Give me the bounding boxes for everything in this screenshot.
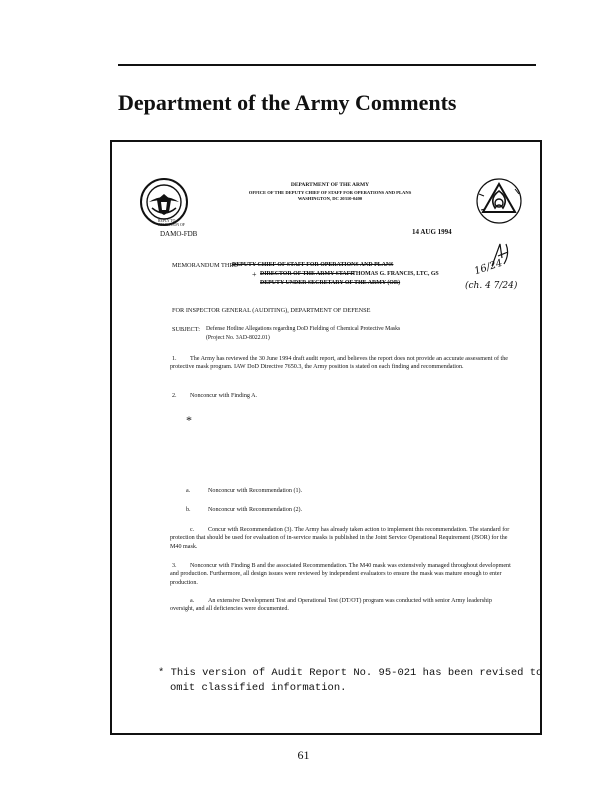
memorandum-thru-label: MEMORANDUM THRU	[172, 262, 239, 269]
project-number: (Project No. 3AD-8022.01)	[206, 335, 270, 341]
reply-to-label: REPLY TO	[158, 219, 176, 223]
plus-mark: +	[252, 270, 257, 279]
para-2-number: 2.	[172, 393, 177, 399]
para-3a-label: a.	[190, 598, 195, 604]
para-3-text: Nonconcur with Finding B and the associated Recommendation. The M40 mask was extensively managed throughout development and production. Furthermore, all design issues were reviewed by independent evaluators to ensure the mask was mature enough to enter production.	[170, 563, 511, 586]
rec-c-text: Concur with Recommendation (3). The Army has already taken action to implement this recommendation. The standard for protection that should be used for evaluation of in-service masks is published in the Joint Service Operational Requirement (JSOR) for the M40 mask.	[170, 527, 510, 550]
letterhead-line-1: DEPARTMENT OF THE ARMY	[290, 182, 370, 188]
letterhead-line-2: OFFICE OF THE DEPUTY CHIEF OF STAFF FOR OPERATIONS AND PLANS	[248, 190, 412, 195]
rec-c-label: c.	[190, 527, 195, 533]
footnote-line-2: omit classified information.	[170, 682, 347, 694]
para-1-text: The Army has reviewed the 30 June 1994 draft audit report, and believes the report does not provide an accurate assessment of the protective mask program. IAW DoD Directive 7650.3, the Army position is stated on each finding and recommendation.	[170, 356, 508, 371]
top-rule	[118, 64, 536, 66]
thru-struck-line-2: DIRECTOR OF THE ARMY STAFF	[260, 271, 354, 277]
thru-name: THOMAS G. FRANCIS, LTC, GS	[352, 271, 439, 277]
letterhead-line-3: WASHINGTON, DC 20310-0400	[297, 196, 363, 201]
chemical-corps-emblem-icon	[475, 176, 523, 226]
para-3-number: 3.	[172, 563, 177, 569]
footnote-line-1: * This version of Audit Report No. 95-021 has been revised to	[158, 667, 543, 679]
memo-date: 14 AUG 1994	[412, 228, 452, 236]
para-2-text: Nonconcur with Finding A.	[190, 393, 258, 399]
para-1-number: 1.	[172, 356, 177, 362]
subject-text: Defense Hotline Allegations regarding DoD Fielding of Chemical Protective Masks	[206, 326, 401, 332]
rec-b-label: b.	[186, 507, 191, 513]
page-title: Department of the Army Comments	[118, 90, 457, 115]
attention-of-label: ATTENTION OF	[158, 223, 185, 227]
handwritten-note-2: (ch. 4 7/24)	[465, 281, 518, 291]
para-3a-text: An extensive Development Test and Operational Test (DT/OT) program was conducted with senior Army leadership oversight, and all deficiencies were documented.	[170, 598, 492, 613]
for-line: FOR INSPECTOR GENERAL (AUDITING), DEPARTMENT OF DEFENSE	[172, 307, 371, 314]
rec-b-text: Nonconcur with Recommendation (2).	[208, 507, 303, 513]
handwritten-note-1: 16/24	[473, 257, 504, 278]
rec-a-label: a.	[186, 488, 191, 494]
thru-struck-line-3: DEPUTY UNDER SECRETARY OF THE ARMY (OR)	[260, 280, 401, 286]
office-symbol: DAMO-FDB	[160, 230, 198, 238]
page-number: 61	[297, 748, 310, 762]
subject-label: SUBJECT:	[172, 326, 201, 333]
handwritten-initials-icon	[488, 240, 514, 270]
thru-struck-line-1: DEPUTY CHIEF OF STAFF FOR OPERATIONS AND PLANS	[232, 262, 394, 268]
rec-a-text: Nonconcur with Recommendation (1).	[208, 488, 303, 494]
asterisk-mark: *	[186, 413, 192, 427]
